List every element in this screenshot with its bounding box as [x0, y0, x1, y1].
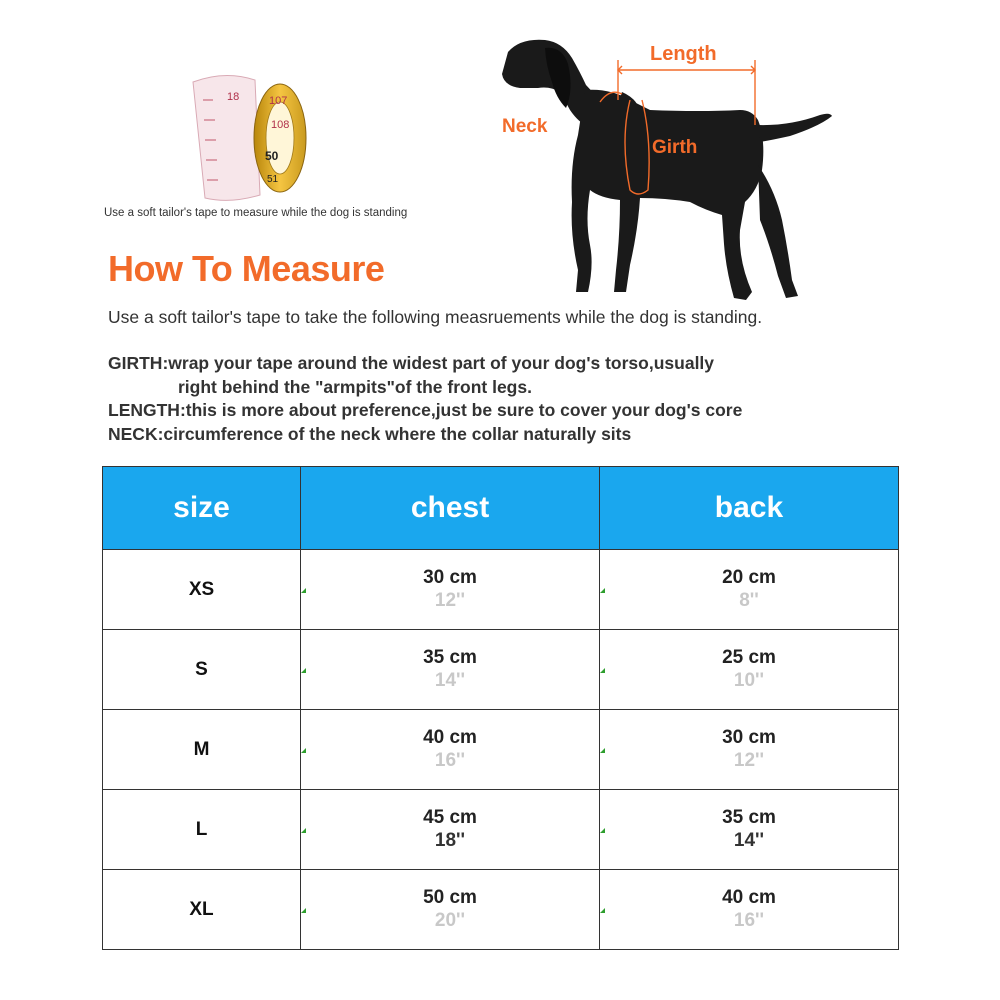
cell-marker-icon	[301, 668, 306, 673]
chest-inch: 18''	[434, 829, 466, 851]
chest-cell	[301, 710, 600, 790]
tape-number: 50	[265, 149, 279, 163]
cell-marker-icon	[301, 828, 306, 833]
cell-marker-icon	[301, 588, 306, 593]
chest-cell	[301, 550, 600, 630]
back-cm: 30 cm	[722, 726, 776, 748]
length-label: Length	[650, 43, 717, 65]
back-inch: 12''	[733, 749, 765, 771]
tape-number: 18	[227, 91, 240, 103]
size-cell: XS	[103, 550, 301, 630]
tape-number: 51	[267, 174, 279, 185]
length-instruction: LENGTH:this is more about preference,just be sure to cover your dog's core	[108, 400, 743, 420]
size-cell: S	[103, 630, 301, 710]
back-cell	[600, 790, 899, 870]
header-chest: chest	[301, 467, 600, 550]
cell-marker-icon	[600, 908, 605, 913]
size-cell: L	[103, 790, 301, 870]
cell-marker-icon	[600, 668, 605, 673]
back-cm: 25 cm	[722, 646, 776, 668]
chest-cm: 45 cm	[423, 806, 477, 828]
chest-cm: 40 cm	[423, 726, 477, 748]
intro-text: Use a soft tailor's tape to take the following measruements while the dog is standing.	[108, 307, 763, 327]
chest-cell	[301, 630, 600, 710]
chest-inch: 16''	[434, 749, 466, 771]
cell-marker-icon	[600, 748, 605, 753]
table-row	[103, 710, 899, 790]
dog-silhouette	[502, 40, 832, 300]
chest-cm: 35 cm	[423, 646, 477, 668]
back-cell	[600, 550, 899, 630]
tape-measure-image	[185, 70, 335, 205]
neck-instruction: NECK:circumference of the neck where the collar naturally sits	[108, 424, 632, 444]
cell-marker-icon	[600, 588, 605, 593]
back-cell	[600, 630, 899, 710]
chest-cm: 50 cm	[423, 886, 477, 908]
table-row	[103, 870, 899, 950]
back-cell	[600, 870, 899, 950]
tape-number: 107	[269, 95, 288, 107]
chest-cell	[301, 870, 600, 950]
back-cm: 40 cm	[722, 886, 776, 908]
back-inch: 14''	[733, 829, 765, 851]
table-row	[103, 550, 899, 630]
girth-instruction: GIRTH:wrap your tape around the widest part of your dog's torso,usually	[108, 353, 715, 373]
girth-instruction-cont: right behind the "armpits"of the front legs.	[178, 377, 532, 397]
table-row	[103, 790, 899, 870]
size-cell: XL	[103, 870, 301, 950]
girth-label: Girth	[652, 137, 698, 158]
table-row	[103, 630, 899, 710]
tape-number: 108	[271, 119, 290, 131]
dog-measurement-diagram	[490, 30, 850, 310]
back-cm: 35 cm	[722, 806, 776, 828]
back-inch: 10''	[733, 669, 765, 691]
header-size: size	[103, 467, 301, 550]
back-cm: 20 cm	[722, 566, 776, 588]
size-chart-table	[102, 466, 899, 950]
header-back: back	[600, 467, 899, 550]
cell-marker-icon	[600, 828, 605, 833]
chest-inch: 12''	[434, 589, 466, 611]
chest-cm: 30 cm	[423, 566, 477, 588]
tape-caption: Use a soft tailor's tape to measure while the dog is standing	[104, 207, 408, 219]
cell-marker-icon	[301, 748, 306, 753]
how-to-measure-heading: How To Measure	[108, 248, 385, 289]
table-header-row	[103, 467, 899, 550]
chest-inch: 20''	[434, 909, 466, 931]
chest-cell	[301, 790, 600, 870]
back-cell	[600, 710, 899, 790]
cell-marker-icon	[301, 908, 306, 913]
back-inch: 16''	[733, 909, 765, 931]
back-inch: 8''	[739, 589, 759, 611]
neck-label: Neck	[502, 116, 548, 137]
size-cell: M	[103, 710, 301, 790]
chest-inch: 14''	[434, 669, 466, 691]
